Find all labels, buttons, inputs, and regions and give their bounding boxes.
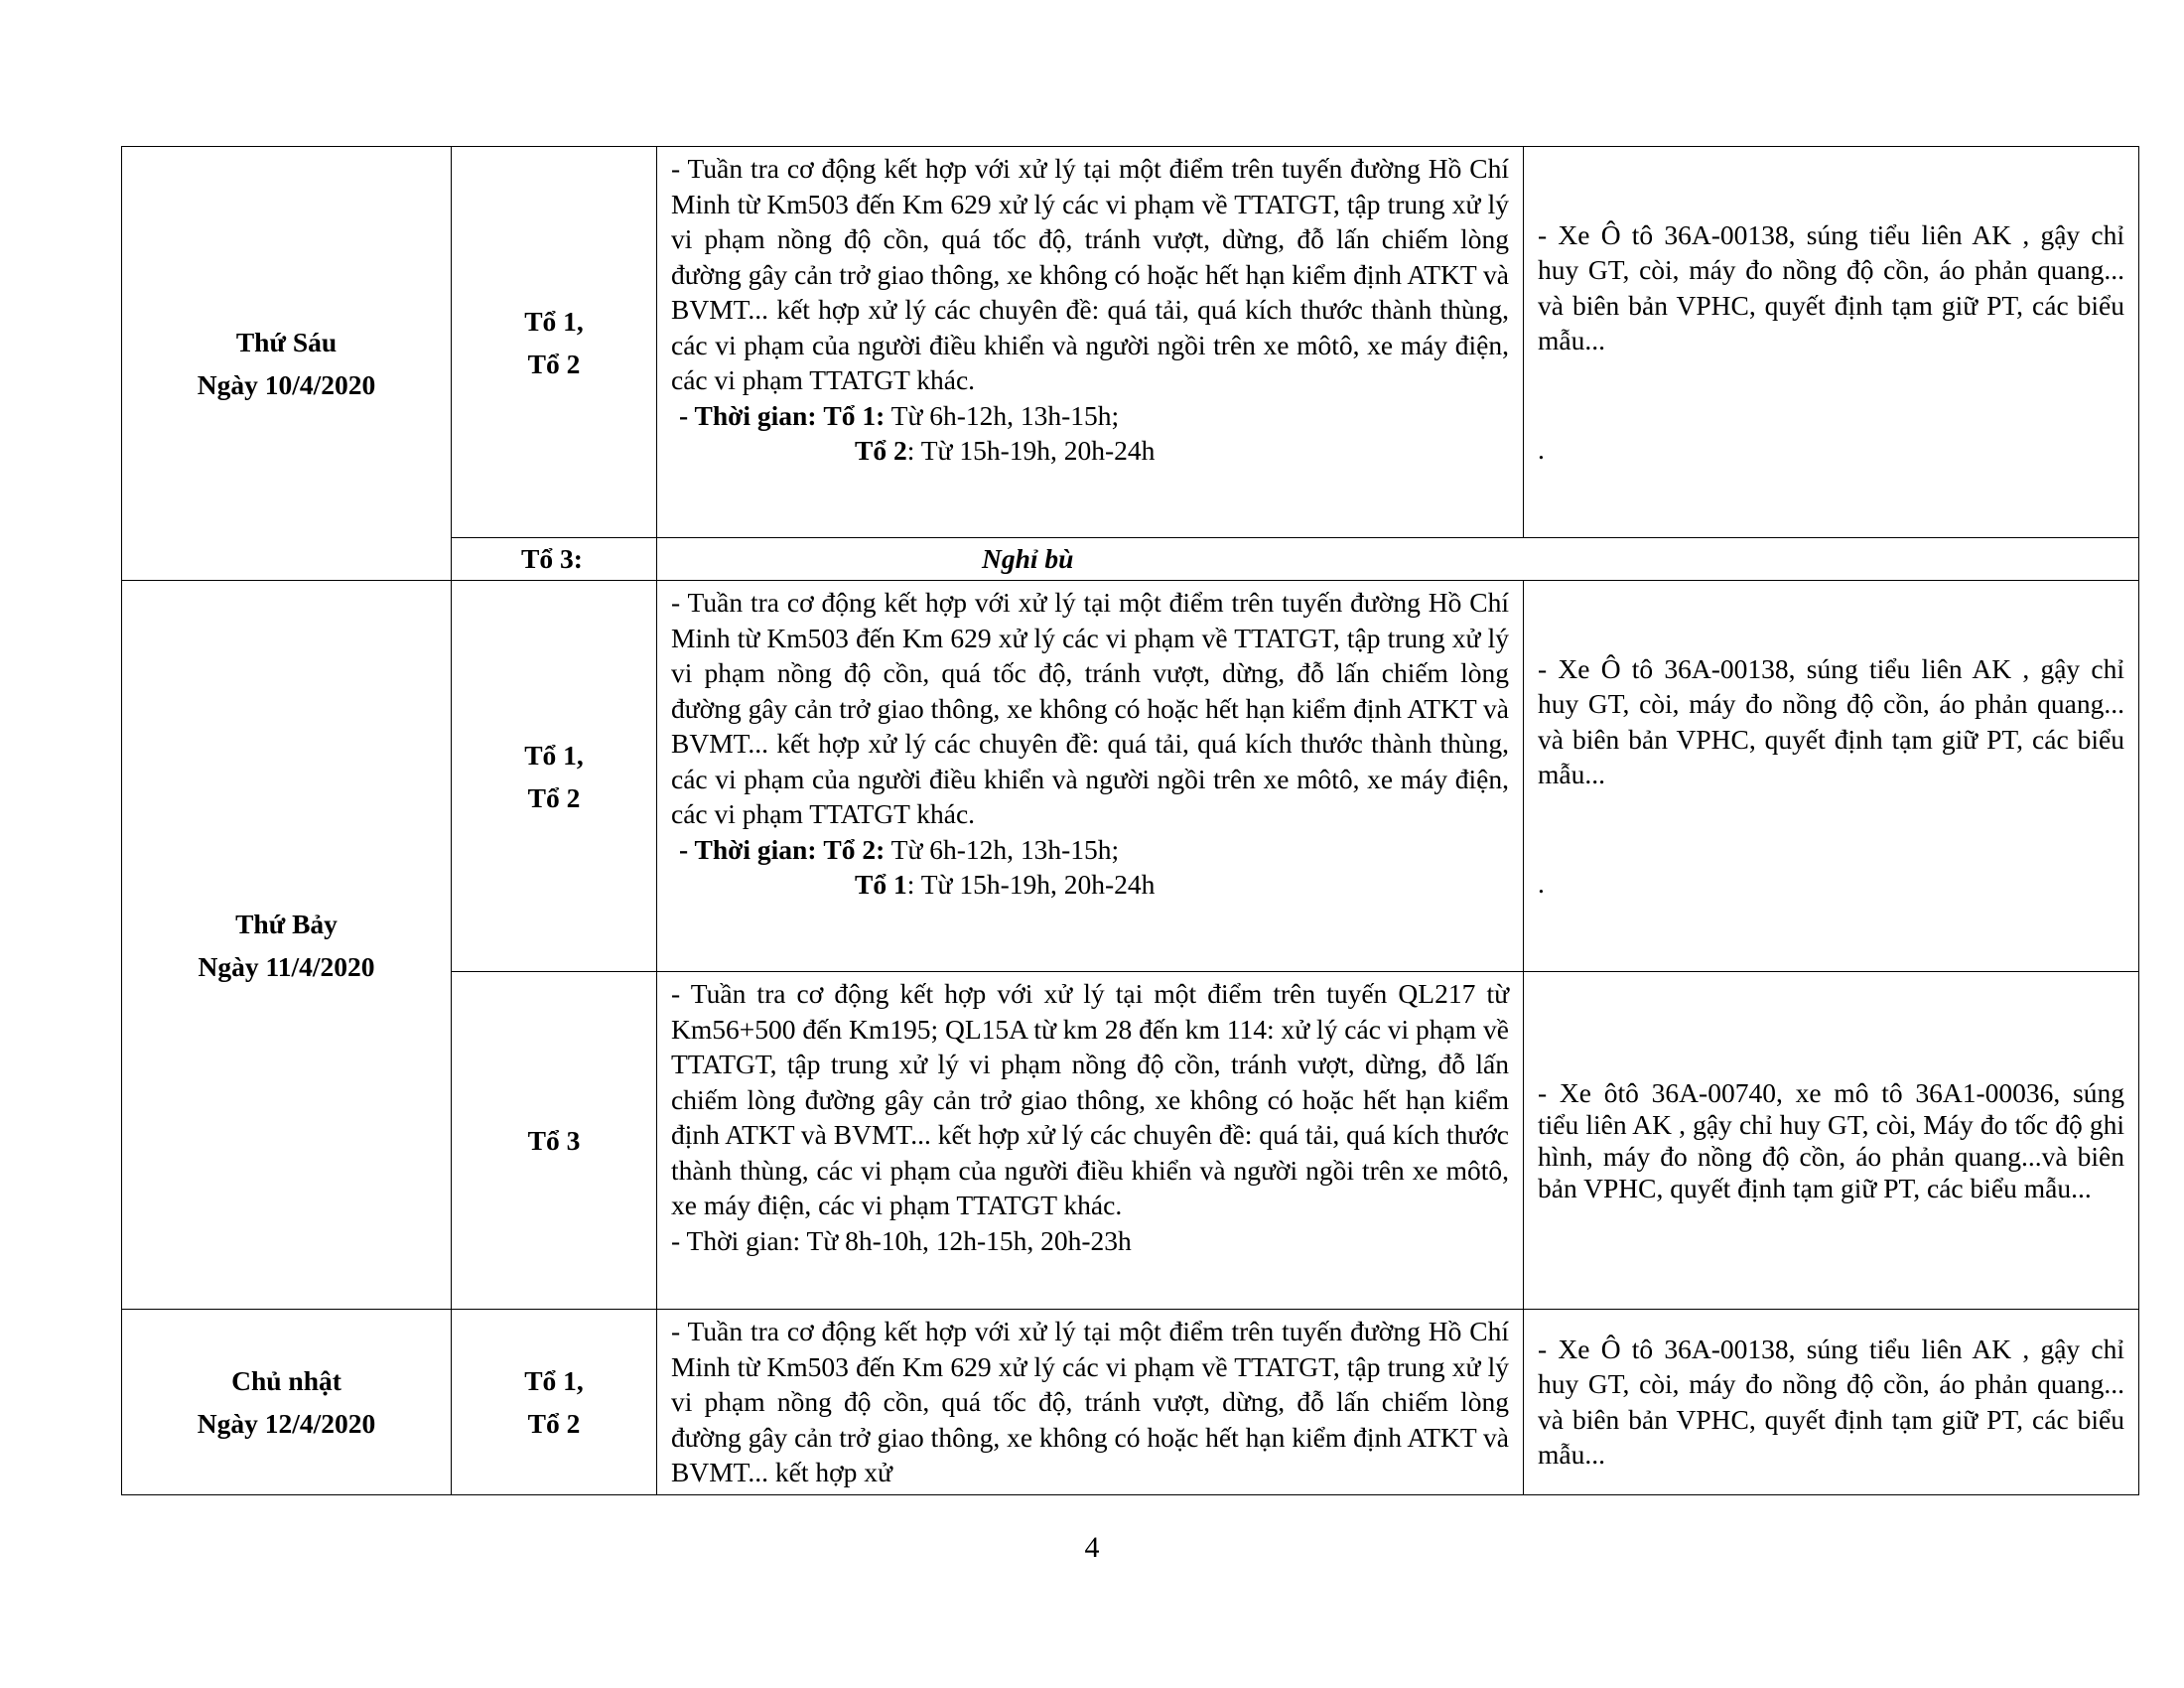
time-team: Tổ 2: (823, 833, 886, 865)
time-line: - Thời gian: Từ 8h-10h, 12h-15h, 20h-23h (671, 1224, 1132, 1256)
team-line: Tổ 1, (524, 739, 584, 771)
team-cell (452, 972, 657, 1310)
rest-team: Tổ 3: (452, 538, 657, 581)
day-date: Ngày 12/4/2020 (197, 1407, 376, 1439)
table-row (122, 1310, 2139, 1495)
time-value: Từ 6h-12h, 13h-15h; (890, 833, 1120, 865)
equipment-text: - Xe Ô tô 36A-00138, súng tiểu liên AK , gậy chỉ huy GT, còi, máy đo nồng độ cồn, áo phản quang... và biên bản VPHC, quyết định tạm giữ PT, các biểu mẫu... (1538, 652, 2124, 790)
time-team: Tổ 2 (855, 435, 907, 466)
day-name: Chủ nhật (231, 1364, 341, 1396)
time-value: Từ 6h-12h, 13h-15h; (890, 399, 1120, 431)
time-label: - Thời gian: (679, 833, 817, 865)
day-cell-saturday (122, 581, 452, 1310)
equipment-dot: . (1538, 433, 1545, 465)
team-line: Tổ 2 (527, 348, 581, 379)
team-line: Tổ 1, (524, 1364, 584, 1396)
patrol-description: - Tuần tra cơ động kết hợp với xử lý tại một điểm trên tuyến đường Hồ Chí Minh từ Km503 đến Km 629 xử lý các vi phạm về TTATGT, tập trung xử lý vi phạm nồng độ cồn, quá tốc độ, tránh vượt, dừng, đỗ lấn chiếm lòng đường gây cản trở giao thông, xe không có hoặc hết hạn kiểm định ATKT và BVMT... kết hợp xử (671, 1316, 1509, 1487)
time-label: - Thời gian: (679, 399, 817, 431)
team-line: Tổ 1, (524, 305, 584, 337)
team-cell (452, 1310, 657, 1495)
time-line-1 (671, 832, 1509, 868)
content-cell (657, 1310, 1524, 1495)
day-cell-friday (122, 147, 452, 581)
patrol-description: - Tuần tra cơ động kết hợp với xử lý tại một điểm trên tuyến QL217 từ Km56+500 đến Km195; QL15A từ km 28 đến km 114: xử lý các vi phạm về TTATGT, tập trung xử lý vi phạm nồng độ cồn, tránh vượt, dừng, đỗ lấn chiếm lòng đường gây cản trở giao thông, xe không có hoặc hết hạn kiểm định ATKT và BVMT... kết hợp xử lý các chuyên đề: quá tải, quá kích thước thành thùng, các vi phạm của người điều khiển và người ngồi trên xe môtô, xe máy điện, các vi phạm TTATGT khác. (671, 978, 1509, 1220)
time-value: : Từ 15h-19h, 20h-24h (906, 869, 1156, 900)
patrol-description: - Tuần tra cơ động kết hợp với xử lý tại một điểm trên tuyến đường Hồ Chí Minh từ Km503 đến Km 629 xử lý các vi phạm về TTATGT, tập trung xử lý vi phạm nồng độ cồn, quá tốc độ, tránh vượt, dừng, đỗ lấn chiếm lòng đường gây cản trở giao thông, xe không có hoặc hết hạn kiểm định ATKT và BVMT... kết hợp xử lý các chuyên đề: quá tải, quá kích thước thành thùng, các vi phạm của người điều khiển và người ngồi trên xe môtô, xe máy điện, các vi phạm TTATGT khác. (671, 587, 1509, 829)
patrol-description: - Tuần tra cơ động kết hợp với xử lý tại một điểm trên tuyến đường Hồ Chí Minh từ Km503 đến Km 629 xử lý các vi phạm về TTATGT, tập trung xử lý vi phạm nồng độ cồn, quá tốc độ, tránh vượt, dừng, đỗ lấn chiếm lòng đường gây cản trở giao thông, xe không có hoặc hết hạn kiểm định ATKT và BVMT... kết hợp xử lý các chuyên đề: quá tải, quá kích thước thành thùng, các vi phạm của người điều khiển và người ngồi trên xe môtô, xe máy điện, các vi phạm TTATGT khác. (671, 153, 1509, 395)
equipment-text: - Xe Ô tô 36A-00138, súng tiểu liên AK , gậy chỉ huy GT, còi, máy đo nồng độ cồn, áo phản quang... và biên bản VPHC, quyết định tạm giữ PT, các biểu mẫu... (1538, 218, 2124, 356)
equipment-text: - Xe Ô tô 36A-00138, súng tiểu liên AK , gậy chỉ huy GT, còi, máy đo nồng độ cồn, áo phản quang... và biên bản VPHC, quyết định tạm giữ PT, các biểu mẫu... (1538, 1333, 2124, 1471)
table-row (122, 147, 2139, 538)
team-line: Tổ 2 (527, 781, 581, 813)
equipment-text: - Xe ôtô 36A-00740, xe mô tô 36A1-00036, súng tiểu liên AK , gậy chỉ huy GT, còi, Máy đo tốc độ ghi hình, máy đo nồng độ cồn, áo phản quang...và biên bản VPHC, quyết định tạm giữ PT, các biểu mẫu... (1538, 1076, 2124, 1203)
day-name: Thứ Bảy (235, 908, 338, 939)
day-date: Ngày 11/4/2020 (198, 950, 375, 982)
equipment-dot: . (1538, 867, 1545, 899)
schedule-table (121, 146, 2139, 1495)
time-line-2 (671, 433, 1509, 469)
equipment-cell (1524, 147, 2139, 538)
content-cell (657, 147, 1524, 538)
team-cell (452, 581, 657, 972)
team-cell (452, 147, 657, 538)
equipment-cell (1524, 1310, 2139, 1495)
day-date: Ngày 10/4/2020 (197, 369, 376, 400)
rest-status: Nghỉ bù (657, 538, 2139, 581)
time-team: Tổ 1 (855, 869, 907, 900)
time-value: : Từ 15h-19h, 20h-24h (906, 435, 1156, 466)
team-line: Tổ 3 (527, 1125, 581, 1156)
table-row (122, 581, 2139, 972)
time-team: Tổ 1: (823, 399, 886, 431)
time-line-2 (671, 867, 1509, 903)
team-line: Tổ 2 (527, 1407, 581, 1439)
content-cell (657, 581, 1524, 972)
content-cell (657, 972, 1524, 1310)
time-line-1 (671, 398, 1509, 434)
equipment-cell (1524, 581, 2139, 972)
day-cell-sunday (122, 1310, 452, 1495)
page-number: 4 (1084, 1531, 1100, 1564)
day-name: Thứ Sáu (235, 327, 338, 357)
equipment-cell (1524, 972, 2139, 1310)
